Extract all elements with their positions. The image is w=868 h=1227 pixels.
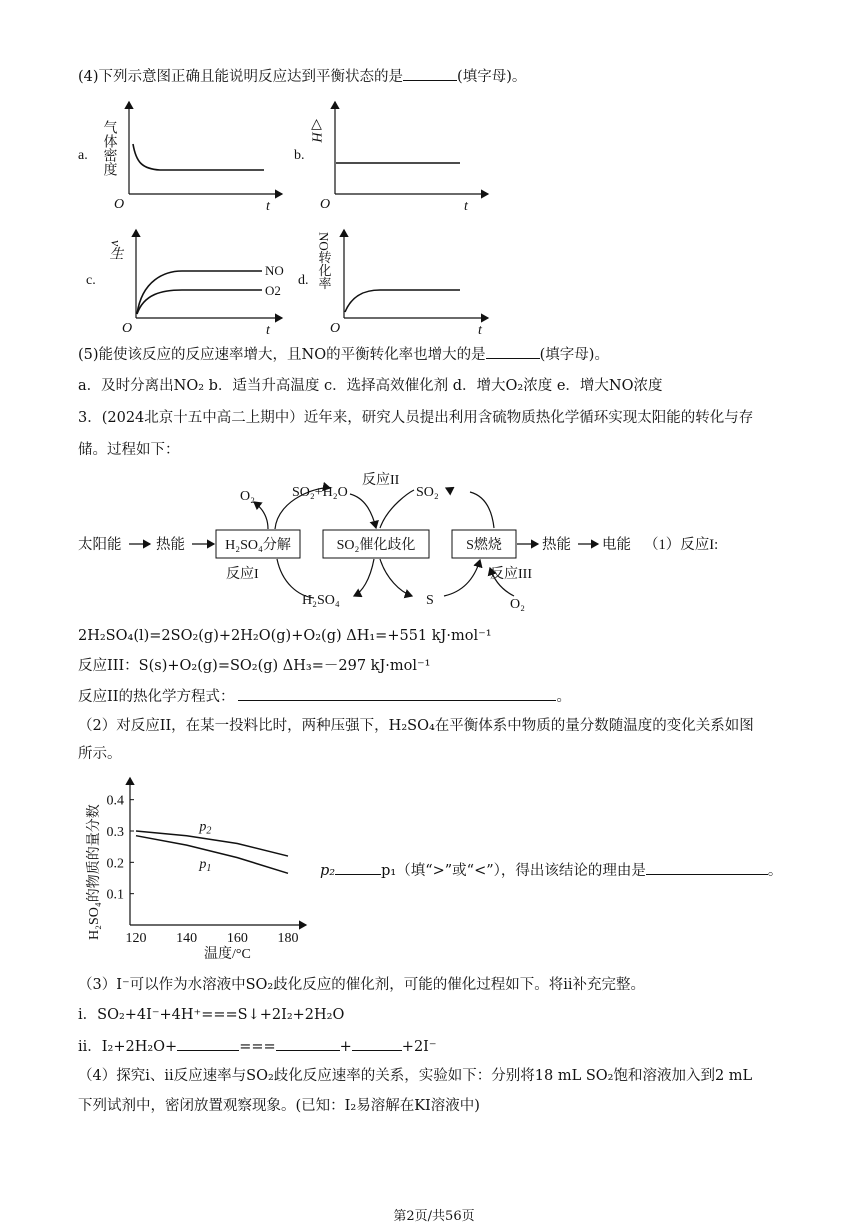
q2-line1: （2）对反应II，在某一投料比时，两种压强下，H₂SO₄在平衡体系中物质的量分数随温度的变化关系如图 [78, 718, 754, 734]
graph-c-curve-no [137, 271, 262, 314]
q2-right-text: p₁（填“>”或“<”），得出该结论的理由是 [381, 863, 646, 879]
page-footer: 第2页/共56页 [393, 1209, 475, 1224]
q2-p2: p₂ [320, 863, 336, 879]
chart-series-p1 [136, 836, 288, 874]
q3-i: i．SO₂+4I⁻+4H⁺===S↓+2I₂+2H₂O [78, 1007, 345, 1023]
cycle-diagram [70, 468, 760, 616]
p3-line1: 3．(2024北京十五中高二上期中）近年来，研究人员提出利用含硫物质热化学循环实现太阳能的转化与存 [78, 410, 754, 426]
graph-b-label: b. [294, 148, 305, 163]
graph-b-ylabel: △H [308, 116, 324, 143]
graph-c-origin: O [122, 321, 133, 336]
q3-ii-a: ii．I₂+2H₂O+ [78, 1039, 178, 1055]
diagram-so2-top: SO₂ [416, 485, 439, 500]
diagram-sun: 太阳能 [78, 537, 122, 553]
q3-ii-c: + [339, 1039, 352, 1055]
chart-ytick-label: 0.1 [106, 887, 124, 903]
graph-c-curve-o2 [137, 290, 262, 314]
chart-series-label: $p_2$ [199, 819, 212, 837]
q2-right [320, 860, 782, 881]
diagram-o2-top: O₂ [240, 489, 255, 504]
arrow-box2-s [380, 559, 412, 596]
eq3: 反应III：S(s)+O₂(g)=SO₂(g) ΔH₃=－297 kJ·mol⁻¹ [78, 658, 431, 674]
graph-b-origin: O [320, 197, 331, 212]
graph-a-t: t [266, 199, 270, 214]
q2-line2: 所示。 [78, 746, 122, 762]
chart-ytick-label: 0.2 [106, 856, 124, 872]
chart-xtick-label: 120 [125, 931, 147, 946]
q3-ii [78, 1036, 437, 1057]
eq2-line [78, 686, 571, 707]
chart-series-label: $p_1$ [199, 856, 212, 874]
graph-d-t: t [478, 323, 482, 338]
diagram-tail: （1）反应I: [644, 537, 719, 553]
graph-a-label: a. [78, 148, 88, 163]
chart-series-p2 [136, 831, 288, 856]
diagram-s: S [426, 593, 434, 608]
graph-b-t: t [464, 199, 468, 214]
q2-right-end: 。 [767, 863, 783, 879]
chart-ytick-label: 0.4 [106, 793, 124, 809]
diagram-box1: H₂SO₄分解 [225, 538, 291, 553]
arrow-so2-head [446, 488, 450, 490]
arc-so2-box3 [470, 492, 494, 528]
chart-ylabel: H₂SO₄的物质的量分数 [87, 804, 102, 940]
eq2-prompt: 反应II的热化学方程式： [78, 689, 235, 705]
q2-compare-blank[interactable] [335, 860, 381, 875]
diagram-rxn3: 反应III [490, 567, 532, 582]
h2so4-chart [78, 770, 318, 965]
q5-suffix: (填字母)。 [539, 347, 609, 363]
diagram-rxn1: 反应I [226, 567, 259, 582]
graph-d-curve [345, 290, 460, 312]
q3-ii-d: +2I⁻ [401, 1039, 437, 1055]
q3-ii-blank1[interactable] [177, 1036, 239, 1051]
q5-stem: (5)能使该反应的反应速率增大，且NO的平衡转化率也增大的是 [78, 347, 486, 363]
q4-suffix: (填字母)。 [457, 69, 527, 85]
arc-box2-so2 [380, 490, 414, 528]
graph-c-ylabel: v生 [107, 240, 123, 261]
eq1: 2H₂SO₄(l)=2SO₂(g)+2H₂O(g)+O₂(g) ΔH₁=+551 kJ·mol⁻¹ [78, 628, 492, 644]
q4b-line2: 下列试剂中，密闭放置观察现象。(已知：I₂易溶解在KI溶液中) [78, 1098, 480, 1114]
q4-answer-blank[interactable] [403, 66, 457, 81]
graph-c-o2-label: O2 [265, 283, 281, 298]
q3-ii-b: === [239, 1039, 276, 1055]
q5-answer-blank[interactable] [486, 344, 540, 359]
q4-graphs [70, 92, 510, 342]
q5-options: a．及时分离出NO₂ b．适当升高温度 c．选择高效催化剂 d．增大O₂浓度 e．增大NO浓度 [78, 378, 663, 394]
q2-reason-blank[interactable] [646, 860, 768, 875]
graph-d-label: d. [298, 273, 309, 288]
q5-text [78, 344, 609, 365]
diagram-rxn2: 反应II [362, 473, 400, 488]
q3-line1: （3）I⁻可以作为水溶液中SO₂歧化反应的催化剂，可能的催化过程如下。将ii补充完整。 [78, 977, 646, 993]
p3-line2: 储。过程如下： [78, 442, 180, 458]
diagram-power: 电能 [602, 537, 631, 553]
diagram-heat2: 热能 [542, 537, 571, 553]
q4-text [78, 66, 526, 87]
chart-xtick-label: 160 [226, 931, 248, 946]
arrow-box2-h2so4 [354, 559, 374, 596]
graph-a-origin: O [114, 197, 125, 212]
chart-xtick-label: 140 [176, 931, 198, 946]
q4b-line1: （4）探究i、ii反应速率与SO₂歧化反应速率的关系，实验如下：分别将18 mL SO₂饱和溶液加入到2 mL [78, 1068, 753, 1084]
diagram-box2: SO₂催化歧化 [336, 538, 416, 553]
chart-ytick-label: 0.3 [106, 825, 124, 840]
chart-xlabel: 温度/°C [204, 947, 251, 962]
graph-c-no-label: NO [265, 263, 284, 278]
arrow-so2h2o-box2 [350, 494, 376, 528]
eq2-end: 。 [556, 689, 571, 705]
diagram-so2h2o: SO₂+H₂O [292, 485, 348, 500]
q4-stem: (4)下列示意图正确且能说明反应达到平衡状态的是 [78, 69, 404, 85]
diagram-o2-bottom: O₂ [510, 597, 525, 612]
graph-c-t: t [266, 323, 270, 338]
graph-a-curve [133, 144, 264, 170]
diagram-h2so4: H₂SO₄ [302, 593, 340, 608]
arrow-box1-o2 [254, 502, 268, 529]
graph-c-label: c. [86, 273, 96, 288]
chart-xtick-label: 180 [277, 931, 299, 946]
arrow-s-box3 [444, 560, 480, 596]
q3-ii-blank3[interactable] [352, 1036, 402, 1051]
diagram-heat1: 热能 [156, 537, 185, 553]
graph-a-ylabel: 气体密度 [101, 120, 117, 176]
diagram-box3: S燃烧 [466, 538, 502, 553]
eq2-answer-blank[interactable] [238, 686, 556, 701]
graph-d-ylabel: NO转化率 [316, 232, 332, 290]
q3-ii-blank2[interactable] [276, 1036, 340, 1051]
graph-d-origin: O [330, 321, 341, 336]
